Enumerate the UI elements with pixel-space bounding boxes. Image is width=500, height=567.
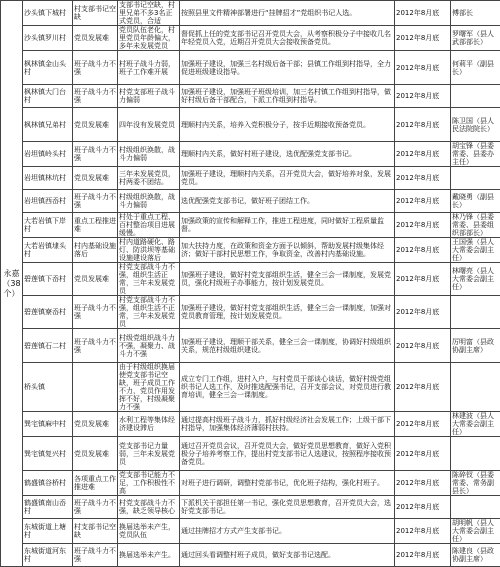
measure-cell: 加强班子建设，加强班子班级培训，加三名村镇工作组到村指导，做好村级后备干部配合，下派工作组到村指导。 xyxy=(180,85,395,108)
problem-type-cell: 党员发展难 xyxy=(73,263,118,296)
issue-cell: 支部书记空缺，村里兄弟不多3名正式党员，合适 xyxy=(118,1,180,26)
table-row xyxy=(1,85,500,108)
responsible-leader-cell: 陈卫国（县人民法院院长） xyxy=(451,108,500,142)
problem-type-cell: 党员发展难 xyxy=(73,167,118,190)
responsible-leader-cell: 何莉平（副县长） xyxy=(451,51,500,85)
measure-cell: 通过挂牌招才方式产生支部书记。 xyxy=(180,519,395,544)
problem-type-cell: 班子战斗力不强 xyxy=(73,544,118,567)
responsible-leader-cell xyxy=(451,496,500,519)
table-row xyxy=(1,26,500,51)
deadline-cell: 2012年8月底 xyxy=(395,329,451,363)
measure-cell: 加大扶持力度，在政策和资金方面予以倾斜，帮助发展村级集体经济；做好干部村民思想工作，争取资金，改善村内基础设施。 xyxy=(180,238,395,263)
responsible-leader-cell xyxy=(451,85,500,108)
deadline-cell: 2012年8月底 xyxy=(395,544,451,567)
village-cell: 东城街道河东村 xyxy=(23,544,73,567)
problem-type-cell: 村支部书记空缺 xyxy=(73,1,118,26)
deadline-cell: 2012年8月底 xyxy=(395,238,451,263)
deadline-cell: 2012年8月底 xyxy=(395,471,451,496)
deadline-cell: 2012年8月底 xyxy=(395,1,451,26)
problem-type-cell: 班子战斗力不强 xyxy=(73,142,118,167)
deadline-cell: 2012年8月底 xyxy=(395,412,451,437)
problem-type-cell: 党员发展难 xyxy=(73,437,118,471)
problem-type-cell: 党员发展难 xyxy=(73,26,118,51)
deadline-cell: 2012年8月底 xyxy=(395,296,451,329)
deadline-cell: 2012年8月底 xyxy=(395,263,451,296)
responsible-leader-cell: 陈碎钗（县委常委、常务副县长） xyxy=(451,471,500,496)
problem-type-cell: 班子战斗力不强 xyxy=(73,496,118,519)
measure-cell: 成立专门工作组，进村入户，与村党员干部谈心谈话，做好村级党组织书记人选工作，及时推选配强书记，召开支部会议，对党员进行教育培训，健全三会一课制度。 xyxy=(180,363,395,412)
responsible-leader-cell xyxy=(451,167,500,190)
table-row xyxy=(1,363,500,412)
measure-cell: 加强班子建设，做好村党支部组织生活，健全三会一课制度，加强对党员教育管理，按计划发展党员。 xyxy=(180,296,395,329)
measure-cell: 选优配强党支部书记，做好班子团结工作。 xyxy=(180,190,395,213)
issue-cell: 三年未发展党员，村两委不团结。 xyxy=(118,167,180,190)
issue-cell: 村党支部战斗力不强，组织生活不正常，三年未发展党员 xyxy=(118,296,180,329)
issue-cell: 村处于重点工程、百村整治项目进展缓慢。 xyxy=(118,213,180,238)
issue-cell: 村级组织涣散，战斗力偏弱 xyxy=(118,142,180,167)
village-cell: 岩坦镇林坑村 xyxy=(23,167,73,190)
deadline-cell: 2012年8月底 xyxy=(395,437,451,471)
responsible-leader-cell: 胡明帆（县人大常委会副主任） xyxy=(451,519,500,544)
responsible-leader-cell: 林乃锋（县委常委、县委组织部部长） xyxy=(451,213,500,238)
issue-cell: 村班子战斗力弱，班子工作难开展 xyxy=(118,51,180,85)
table-row xyxy=(1,263,500,296)
village-cell: 碧莲镇寮岙村 xyxy=(23,296,73,329)
village-cell: 沙头镇下城村 xyxy=(23,1,73,26)
issue-cell: 党支部书记力量弱，三年未发展党员 xyxy=(118,437,180,471)
measure-cell: 按照县里文件精神部署进行“挂牌招才”党组织书记人选。 xyxy=(180,1,395,26)
measure-cell: 通过回头看调整村班子成员，做好支部书记选配。 xyxy=(180,544,395,567)
issue-cell: 村内道路硬化、路灯、防洪坝等基础设施建设落后 xyxy=(118,238,180,263)
table-row xyxy=(1,108,500,142)
deadline-cell: 2012年8月底 xyxy=(395,85,451,108)
issue-cell: 四年没有发展党员 xyxy=(118,108,180,142)
responsible-leader-cell: 罗曙军（县人武部部长） xyxy=(451,26,500,51)
problem-type-cell: 班子战斗力不强 xyxy=(73,296,118,329)
table-row xyxy=(1,213,500,238)
table-row xyxy=(1,471,500,496)
measure-cell: 加强班子建设，加强三名村级后备干部；县镇工作组到村指导，全力促进班级建设指导。 xyxy=(180,51,395,85)
table-row xyxy=(1,167,500,190)
responsible-leader-cell: 陈建良（县政协副主席） xyxy=(451,544,500,567)
problem-type-cell: 班子战斗力不强 xyxy=(73,85,118,108)
measure-cell: 对班子进行调研，调整村党部书记，优化班子结构，强化村班子。 xyxy=(180,471,395,496)
responsible-leader-cell: 傅部长 xyxy=(451,1,500,26)
deadline-cell: 2012年8月底 xyxy=(395,142,451,167)
table-row xyxy=(1,238,500,263)
measure-cell: 下派机关干部担任第一书记，强化党员思想教育，召开党员大会，选好党支部书记。 xyxy=(180,496,395,519)
responsible-leader-cell: 厉明富（县政协副主席） xyxy=(451,329,500,363)
issue-cell: 换届选举未产生。 xyxy=(118,544,180,567)
village-cell: 大若岩镇埭头村 xyxy=(23,238,73,263)
table-row xyxy=(1,190,500,213)
village-cell: 岩坦镇西岙村 xyxy=(23,190,73,213)
issue-cell: 村党支部战斗力不强，缺乏领导核心 xyxy=(118,496,180,519)
measure-cell: 通过召开党员会议，召开党员大会，做好党员思想教育，做好入党积极分子培养考察工作，提出村党支部书记人选建议，按照程序接收预备党员。 xyxy=(180,437,395,471)
village-cell: 碧莲镇石二村 xyxy=(23,329,73,363)
table-row xyxy=(1,496,500,519)
deadline-cell: 2012年8月底 xyxy=(395,496,451,519)
village-cell: 桥头镇 xyxy=(23,363,73,412)
village-cell: 巽宅镇复兴村 xyxy=(23,437,73,471)
problem-type-cell: 村内基础设施落后 xyxy=(73,238,118,263)
responsible-leader-cell: 林曙亮（县人大常委会副主任） xyxy=(451,263,500,296)
problem-type-cell: 班子战斗力不强 xyxy=(73,51,118,85)
village-cell: 大若岩镇下岸村 xyxy=(23,213,73,238)
deadline-cell: 2012年8月底 xyxy=(395,519,451,544)
measure-cell: 理顺村内关系，做好村班子建设，选优配强党支部书记。 xyxy=(180,142,395,167)
table-row xyxy=(1,412,500,437)
table-row xyxy=(1,544,500,567)
problem-type-cell: 班子战斗力不强 xyxy=(73,329,118,363)
measure-cell: 督促抓上任的党支部书记召开党员大会，从考察积极分子中接收几名年轻党员入党，近期召开党员大会接收预备党员。 xyxy=(180,26,395,51)
issue-cell: 党支部书记能力不足，工作积极性不高 xyxy=(118,471,180,496)
deadline-cell: 2012年8月底 xyxy=(395,167,451,190)
measure-cell: 加强班子建设，理顺干部关系，健全三会一课制度，协调好村级组织关系，规范村级组织建设。 xyxy=(180,329,395,363)
table-row xyxy=(1,142,500,167)
village-cell: 枫林镇兄弟村 xyxy=(23,108,73,142)
village-cell: 鹤盛镇谷桥村 xyxy=(23,471,73,496)
village-cell: 碧莲镇下岙村 xyxy=(23,263,73,296)
table-row xyxy=(1,1,500,26)
measure-cell: 加强班子建设，做好村党支部组织生活，健全三会一课制度，发展党员，强化村级班子办事能力，按计划发展党员。 xyxy=(180,263,395,296)
village-cell: 东城街道上塘村 xyxy=(23,519,73,544)
village-cell: 岩坦镇岭头村 xyxy=(23,142,73,167)
responsible-leader-cell: 胡宝锋（县委常委、县委办主任） xyxy=(451,142,500,167)
deadline-cell: 2012年8月底 xyxy=(395,363,451,412)
measure-cell: 加强政策的宣传和解释工作，推进工程进度，同时做好工程质量监督。 xyxy=(180,213,395,238)
deadline-cell: 2012年8月底 xyxy=(395,51,451,85)
issue-cell: 村党支部班子战斗力偏弱 xyxy=(118,85,180,108)
table-row xyxy=(1,329,500,363)
issue-cell: 村级组织涣散，战斗力偏弱 xyxy=(118,190,180,213)
village-cell: 枫林镇大门台村 xyxy=(23,85,73,108)
deadline-cell: 2012年8月底 xyxy=(395,213,451,238)
table-row xyxy=(1,437,500,471)
table-row xyxy=(1,51,500,85)
region-cell: 永嘉（38个） xyxy=(1,1,23,567)
village-cell: 枫林镇金山头村 xyxy=(23,51,73,85)
problem-type-cell: 党员发展难 xyxy=(73,412,118,437)
table-row xyxy=(1,296,500,329)
problem-type-cell: 党员发展难 xyxy=(73,108,118,142)
responsible-leader-cell xyxy=(451,363,500,412)
problem-type-cell: 班子战斗力不强 xyxy=(73,190,118,213)
measure-cell: 加强班子建设，理顺村内关系，召开党员大会，做好培养对象，发展党员。 xyxy=(180,167,395,190)
issue-cell: 村级党组织战斗力不强，凝聚力、战斗力不强 xyxy=(118,329,180,363)
problem-type-cell xyxy=(73,363,118,412)
measure-cell: 通过提高村级班子战斗力，抓好村级经济社会发展工作；上级干部下村指导，加强集体经济薄弱村扶持。 xyxy=(180,412,395,437)
deadline-cell: 2012年8月底 xyxy=(395,26,451,51)
village-cell: 巽宅镇麻中村 xyxy=(23,412,73,437)
responsible-leader-cell xyxy=(451,296,500,329)
responsible-leader-cell: 林建波（县人大常委会副主任） xyxy=(451,412,500,437)
responsible-leader-cell: 王国强（县人大常委会副主任） xyxy=(451,238,500,263)
village-cell: 沙头镇罗川村 xyxy=(23,26,73,51)
deadline-cell: 2012年8月底 xyxy=(395,108,451,142)
village-cell: 鹤盛镇南山岙村 xyxy=(23,496,73,519)
problem-type-cell: 各项重点工作推进难 xyxy=(73,471,118,496)
issue-cell: 党员队伍老化，村里党员年龄偏大，多年未发展党员 xyxy=(118,26,180,51)
responsible-leader-cell: 戴晓勇（副县长） xyxy=(451,190,500,213)
issue-cell: 换届选举未产生，党员队伍 xyxy=(118,519,180,544)
table-row xyxy=(1,519,500,544)
problem-type-cell: 村支部书记空缺 xyxy=(73,519,118,544)
issue-cell: 水利工程等集体经济建设滞后 xyxy=(118,412,180,437)
responsible-leader-cell xyxy=(451,437,500,471)
problem-type-cell: 重点工程推进难 xyxy=(73,213,118,238)
issue-cell: 由于村级组织换届使党支部书记空缺，班子成员工作不力，党员作用发挥不好，村级凝聚力不强 xyxy=(118,363,180,412)
measure-cell: 理顺村内关系，培养入党积极分子，按手近期接收预备党员。 xyxy=(180,108,395,142)
deadline-cell: 2012年8月底 xyxy=(395,190,451,213)
issue-cell: 村党支部战斗力不强，组织生活正常，三年未发展党员 xyxy=(118,263,180,296)
